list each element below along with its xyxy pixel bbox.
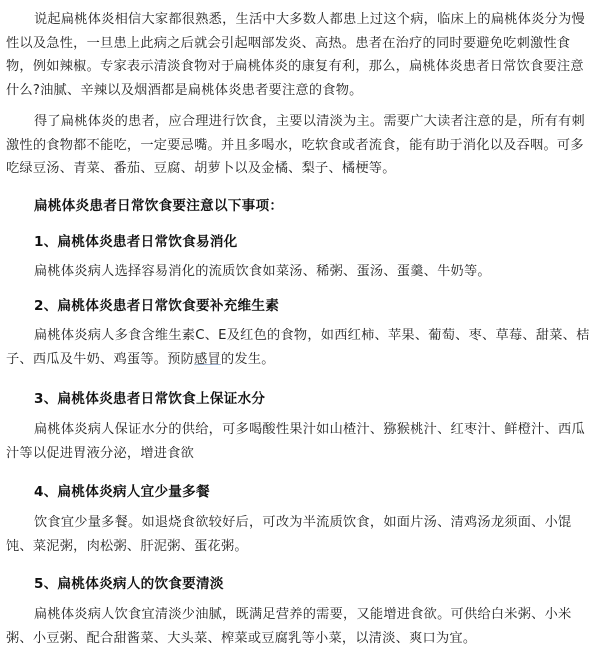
- section-3-text: 扁桃体炎病人保证水分的供给，可多喝酸性果汁如山楂汁、猕猴桃汁、红枣汁、鲜橙汁、西瓜汁等以促进胃液分泌，增进食欲: [6, 422, 585, 461]
- section-4-heading: 4、扁桃体炎病人宜少量多餐: [34, 484, 210, 500]
- section-3-heading: 3、扁桃体炎患者日常饮食上保证水分: [34, 391, 266, 407]
- section-4-text: 饮食宜少量多餐。如退烧食欲较好后，可改为半流质饮食，如面片汤、清鸡汤龙须面、小馄饨、菜泥粥，肉松粥、肝泥粥、蛋花粥。: [6, 515, 572, 554]
- section-5-text: 扁桃体炎病人饮食宜清淡少油腻，既满足营养的需要，又能增进食欲。可供给白米粥、小米粥、小豆粥、配合甜酱菜、大头菜、榨菜或豆腐乳等小菜，以清淡、爽口为宜。: [6, 607, 572, 646]
- section-2-heading: 2、扁桃体炎患者日常饮食要补充维生素: [34, 298, 280, 314]
- intro-paragraph-2: 得了扁桃体炎的患者，应合理进行饮食，主要以清淡为主。需要广大读者注意的是，所有有刺激性的食物都不能吃，一定要忌嘴。并且多喝水，吃软食或者流食，能有助于消化以及吞咽。可多吃绿豆汤、青菜、番茄、豆腐、胡萝卜以及金橘、梨子、橘梗等。: [6, 114, 585, 176]
- cold-link[interactable]: 感冒: [194, 351, 221, 367]
- section-2-text: 扁桃体炎病人多食含维生素C、E及红色的食物，如西红柿、苹果、葡萄、枣、草莓、甜菜、桔子、西瓜及牛奶、鸡蛋等。预防感冒的发生。: [6, 328, 590, 367]
- intro-paragraph-1: 说起扁桃体炎相信大家都很熟悉，生活中大多数人都患上过这个病，临床上的扁桃体炎分为慢性以及急性，一旦患上此病之后就会引起咽部发炎、高热。患者在治疗的同时要避免吃刺激性食物，例如辣椒。专家表示清淡食物对于扁桃体炎的康复有利，那么，扁桃体炎患者日常饮食要注意什么?油腻、辛辣以及烟酒都是扁桃体炎患者要注意的食物。: [6, 12, 585, 98]
- section-1-text: 扁桃体炎病人选择容易消化的流质饮食如菜汤、稀粥、蛋汤、蛋羹、牛奶等。: [34, 264, 491, 279]
- section-1-heading: 1、扁桃体炎患者日常饮食易消化: [34, 234, 238, 250]
- section-5-heading: 5、扁桃体炎病人的饮食要清淡: [34, 576, 224, 592]
- main-heading: 扁桃体炎患者日常饮食要注意以下事项：: [34, 198, 284, 214]
